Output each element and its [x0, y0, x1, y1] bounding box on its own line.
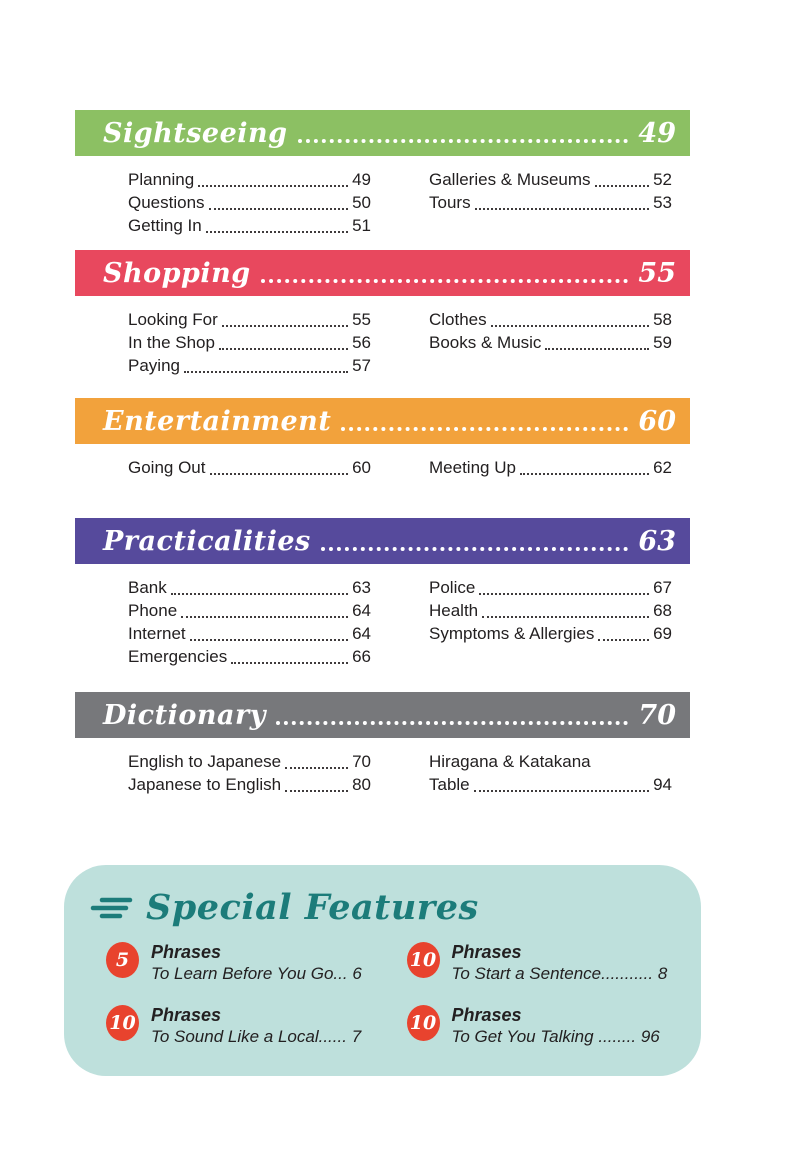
toc-entry-label: Books & Music	[429, 333, 542, 352]
section-dictionary	[75, 692, 690, 796]
section-body	[75, 156, 690, 237]
dot-leader	[475, 191, 650, 210]
toc-entry-label: Getting In	[128, 216, 202, 235]
dot-leader	[285, 773, 348, 792]
toc-entry	[429, 168, 672, 191]
toc-entry-label: Health	[429, 601, 479, 620]
toc-entry-label: Tours	[429, 193, 471, 212]
toc-entry-label: Internet	[128, 624, 186, 643]
toc-entry-label: Symptoms & Allergies	[429, 624, 595, 643]
toc-page	[75, 0, 690, 1076]
toc-entry-page: 67	[653, 578, 672, 597]
toc-entry-label: Meeting Up	[429, 458, 516, 477]
section-title: Shopping	[103, 257, 251, 289]
feature-text	[151, 942, 362, 985]
toc-entry-label: Table	[429, 775, 470, 794]
section-header-entertainment	[75, 398, 690, 444]
section-header-practicalities	[75, 518, 690, 564]
dot-leader	[491, 308, 649, 327]
toc-entry-page: 53	[653, 193, 672, 212]
toc-entry-page: 69	[653, 624, 672, 643]
toc-entry	[429, 622, 672, 645]
feature-desc-text: To Start a Sentence...........	[451, 964, 654, 983]
dot-leader	[171, 576, 348, 595]
toc-entry-page: 62	[653, 458, 672, 477]
dot-leader	[276, 721, 629, 725]
toc-entry	[128, 168, 371, 191]
toc-entry	[429, 331, 672, 354]
section-body	[75, 296, 690, 377]
dot-leader	[595, 750, 668, 769]
toc-entry-label: Bank	[128, 578, 167, 597]
dot-leader	[222, 308, 348, 327]
toc-entry-page: 51	[352, 216, 371, 235]
toc-entry	[128, 750, 371, 773]
dot-leader	[219, 331, 348, 350]
feature-text	[452, 942, 668, 985]
toc-entry	[429, 773, 672, 796]
section-page-number: 63	[638, 525, 676, 557]
section-page-number: 70	[638, 699, 676, 731]
toc-entry-label: English to Japanese	[128, 752, 282, 771]
toc-entry-page: 66	[352, 647, 371, 666]
feature-page: 6	[352, 964, 362, 983]
special-features-grid	[90, 928, 671, 1048]
toc-entry	[429, 599, 672, 622]
toc-entry-label: Emergencies	[128, 647, 228, 666]
toc-entry-page: 94	[653, 775, 672, 794]
feature-desc-text: To Learn Before You Go...	[151, 964, 348, 983]
dot-leader	[482, 599, 649, 618]
dot-leader	[209, 191, 349, 210]
dot-leader	[198, 168, 348, 187]
count-badge: 10	[106, 1005, 139, 1041]
toc-column-right	[429, 308, 672, 377]
feature-page: 96	[640, 1027, 660, 1046]
toc-entry	[429, 456, 672, 479]
dot-leader	[184, 354, 348, 373]
feature-desc	[452, 963, 668, 985]
dot-leader	[474, 773, 649, 792]
section-header-shopping	[75, 250, 690, 296]
section-practicalities	[75, 518, 690, 668]
feature-text	[452, 1005, 660, 1048]
feature-desc-text: To Get You Talking ........	[451, 1027, 637, 1046]
special-feature-item	[407, 942, 672, 985]
toc-entry-page: 58	[653, 310, 672, 329]
toc-entry-page: 52	[653, 170, 672, 189]
section-page-number: 60	[638, 405, 676, 437]
toc-entry	[429, 191, 672, 214]
section-entertainment	[75, 398, 690, 479]
section-page-number: 55	[638, 257, 676, 289]
toc-column-left	[128, 456, 371, 479]
toc-column-left	[128, 576, 371, 668]
toc-entry	[128, 622, 371, 645]
count-badge: 10	[407, 942, 440, 978]
feature-desc	[452, 1026, 660, 1048]
toc-entry	[128, 645, 371, 668]
toc-column-right	[429, 576, 672, 668]
toc-entry-label: Galleries & Museums	[429, 170, 591, 189]
dot-leader	[595, 168, 650, 187]
toc-column-right	[429, 750, 672, 796]
toc-entry	[128, 191, 371, 214]
dot-leader	[298, 139, 629, 143]
dot-leader	[598, 622, 649, 641]
dot-leader	[479, 576, 649, 595]
toc-entry-page: 50	[352, 193, 371, 212]
feature-heading: Phrases	[151, 942, 222, 962]
toc-entry-page: 55	[352, 310, 371, 329]
toc-column-right	[429, 456, 672, 479]
toc-entry-label: In the Shop	[128, 333, 215, 352]
toc-entry	[128, 576, 371, 599]
dot-leader	[190, 622, 348, 641]
section-body	[75, 564, 690, 668]
toc-entry-label: Clothes	[429, 310, 487, 329]
dot-leader	[206, 214, 348, 233]
section-header-sightseeing	[75, 110, 690, 156]
section-body	[75, 738, 690, 796]
toc-entry	[429, 750, 672, 773]
toc-entry	[128, 214, 371, 237]
toc-entry	[128, 456, 371, 479]
dot-leader	[545, 331, 649, 350]
toc-entry-label: Police	[429, 578, 476, 597]
feature-page: 8	[657, 964, 668, 983]
special-features-title: Special Features	[146, 887, 479, 928]
toc-entry-page: 64	[352, 624, 371, 643]
special-features-box	[64, 865, 701, 1076]
toc-entry-page: 80	[352, 775, 371, 794]
special-features-title-row	[90, 887, 671, 928]
section-title: Dictionary	[103, 699, 266, 731]
toc-column-left	[128, 308, 371, 377]
section-title: Sightseeing	[103, 117, 288, 149]
dot-leader	[341, 427, 628, 431]
section-title: Entertainment	[103, 405, 332, 437]
section-title: Practicalities	[103, 525, 311, 557]
toc-entry	[429, 308, 672, 331]
toc-entry	[128, 773, 371, 796]
toc-entry-label: Looking For	[128, 310, 218, 329]
feature-heading: Phrases	[451, 942, 522, 962]
dot-leader	[261, 279, 629, 283]
section-sightseeing	[75, 110, 690, 237]
section-body	[75, 444, 690, 479]
feature-page: 7	[351, 1027, 362, 1046]
feature-heading: Phrases	[451, 1005, 522, 1025]
toc-entry	[128, 308, 371, 331]
toc-entry-page: 64	[352, 601, 371, 620]
toc-entry-label: Planning	[128, 170, 195, 189]
special-feature-item	[106, 942, 371, 985]
dot-leader	[321, 547, 629, 551]
toc-entry-label: Questions	[128, 193, 205, 212]
speed-lines-icon	[90, 895, 138, 921]
feature-desc-text: To Sound Like a Local......	[151, 1027, 347, 1046]
feature-heading: Phrases	[151, 1005, 222, 1025]
toc-entry-label: Japanese to English	[128, 775, 282, 794]
toc-entry-page: 63	[352, 578, 371, 597]
toc-entry-label: Going Out	[128, 458, 206, 477]
toc-entry-page: 59	[653, 333, 672, 352]
dot-leader	[231, 645, 348, 664]
toc-entry	[128, 354, 371, 377]
toc-column-right	[429, 168, 672, 237]
toc-entry-page: 60	[352, 458, 371, 477]
toc-entry	[128, 331, 371, 354]
toc-entry-page: 49	[352, 170, 371, 189]
toc-entry	[429, 576, 672, 599]
toc-column-left	[128, 168, 371, 237]
dot-leader	[285, 750, 348, 769]
toc-entry-label: Phone	[128, 601, 178, 620]
toc-column-left	[128, 750, 371, 796]
feature-desc	[151, 963, 362, 985]
dot-leader	[210, 456, 349, 475]
toc-entry-label: Paying	[128, 356, 180, 375]
toc-entry-page: 70	[352, 752, 371, 771]
dot-leader	[520, 456, 649, 475]
special-feature-item	[106, 1005, 371, 1048]
section-header-dictionary	[75, 692, 690, 738]
feature-desc	[151, 1026, 361, 1048]
count-badge: 10	[407, 1005, 440, 1041]
toc-entry-page: 56	[352, 333, 371, 352]
section-shopping	[75, 250, 690, 377]
feature-text	[151, 1005, 361, 1048]
toc-entry-page: 57	[352, 356, 371, 375]
count-badge: 5	[106, 942, 139, 978]
section-page-number: 49	[638, 117, 676, 149]
dot-leader	[181, 599, 348, 618]
special-feature-item	[407, 1005, 672, 1048]
toc-entry-page: 68	[653, 601, 672, 620]
toc-entry-label: Hiragana & Katakana	[429, 752, 591, 771]
toc-entry	[128, 599, 371, 622]
